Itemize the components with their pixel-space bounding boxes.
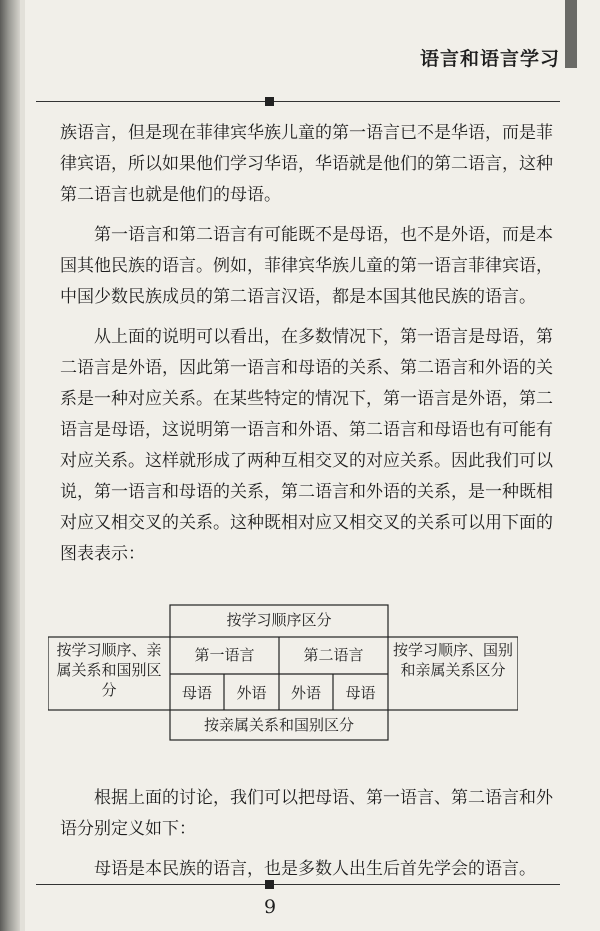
diagram-bottom-footer: 按亲属关系和国别区分 [203, 716, 354, 734]
diagram-foreign-1: 外语 [236, 684, 267, 702]
lower-body-text [60, 783, 560, 885]
header-rule [36, 101, 560, 102]
paragraph-4: 根据上面的讨论，我们可以把母语、第一语言、第二语言和外语分别定义如下： [60, 788, 553, 839]
book-gutter [20, 0, 25, 931]
paragraph-2: 第一语言和第二语言有可能既不是母语，也不是外语，而是本国其他民族的语言。例如，菲律宾华族儿童的第一语言菲律宾语，中国少数民族成员的第二语言汉语，都是本国其他民族的语言。 [60, 225, 553, 307]
footer-rule-marker [265, 880, 274, 889]
diagram-left-label: 按学习顺序、亲属关系和国别区分 [56, 641, 162, 699]
paragraph-1: 族语言，但是现在菲律宾华族儿童的第一语言已不是华语，而是菲律宾语，所以如果他们学习华语，华语就是他们的第二语言，这种第二语言也就是他们的母语。 [60, 123, 553, 205]
paragraph-5: 母语是本民族的语言，也是多数人出生后首先学会的语言。 [94, 859, 536, 879]
diagram-first-language: 第一语言 [194, 646, 255, 664]
page-number: 9 [263, 896, 277, 918]
diagram-right-label: 按学习顺序、国别和亲属关系区分 [392, 641, 513, 679]
header-rule-marker [265, 97, 274, 106]
diagram-second-language: 第二语言 [303, 646, 364, 664]
correspondence-diagram [48, 600, 518, 750]
book-spine-shadow [0, 0, 20, 931]
chapter-tab-marker [565, 0, 577, 68]
diagram-mother-tongue-2: 母语 [345, 684, 376, 702]
running-head: 语言和语言学习 [419, 48, 560, 70]
body-text [60, 118, 560, 570]
paragraph-3: 从上面的说明可以看出，在多数情况下，第一语言是母语，第二语言是外语，因此第一语言和母语的关系、第二语言和外语的关系是一种对应关系。在某些特定的情况下，第一语言是外语，第二语言是母语，这说明第一语言和外语、第二语言和母语也有可能有对应关系。这样就形成了两种互相交叉的对应关系。因此我们可以说，第一语言和母语的关系，第二语言和外语的关系，是一种既相对应又相交叉的关系。这种既相对应又相交叉的关系可以用下面的图表表示： [60, 327, 553, 564]
diagram-mother-tongue-1: 母语 [181, 684, 212, 702]
footer-rule [36, 884, 560, 885]
diagram-foreign-2: 外语 [290, 684, 321, 702]
diagram-top-header: 按学习顺序区分 [226, 611, 332, 629]
